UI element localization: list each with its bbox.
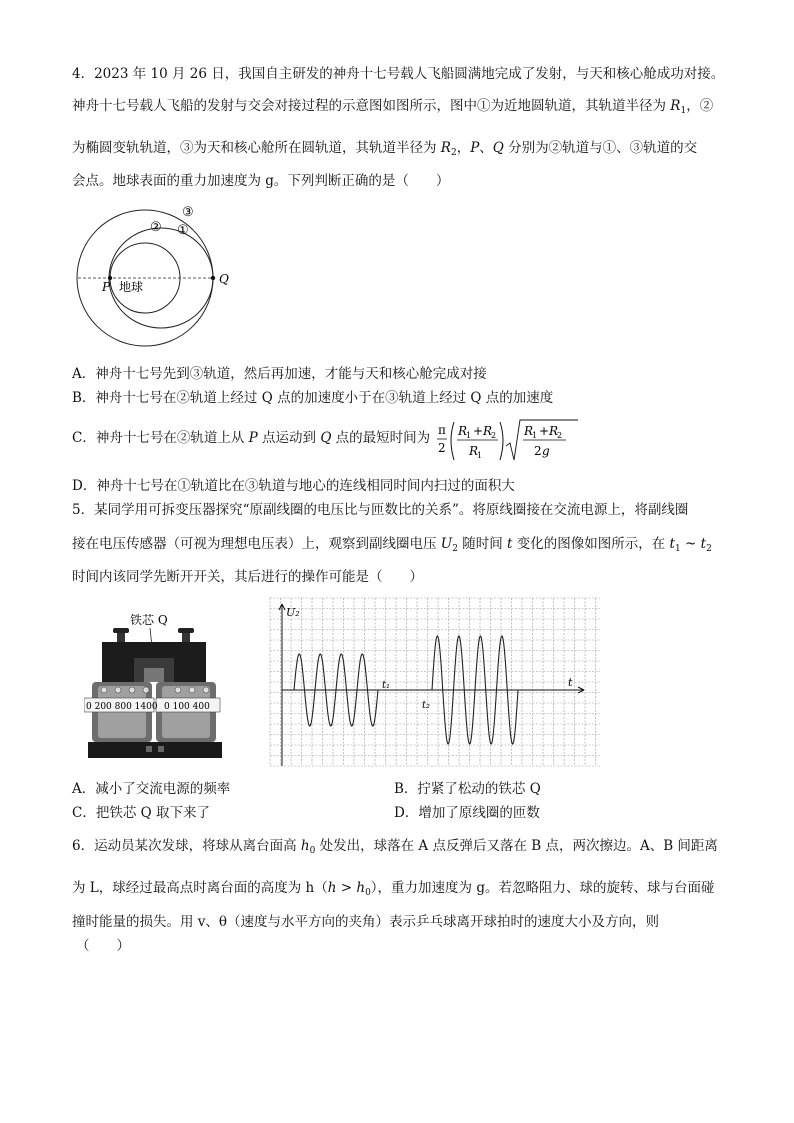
q5-option-c: C．把铁芯 Q 取下来了 — [72, 805, 210, 821]
coil-scale-left: 0 200 800 1400 — [86, 702, 158, 712]
svg-text:R: R — [469, 444, 479, 458]
svg-text:R: R — [458, 424, 468, 438]
orbit-diagram — [74, 198, 244, 348]
q4-option-a: A．神舟十七号先到③轨道，然后再加速，才能与天和核心舱完成对接 — [72, 366, 487, 382]
q6-line4: （ ） — [76, 938, 130, 954]
q4-option-b: B．神舟十七号在②轨道上经过 Q 点的加速度小于在③轨道上经过 Q 点的加速度 — [72, 390, 554, 406]
transformer-photo — [84, 608, 234, 768]
svg-text:1: 1 — [466, 431, 472, 440]
q4-line3: 为椭圆变轨轨道，③为天和核心舱所在圆轨道，其轨道半径为 $R_2$，P、Q 分别为②轨道与①、③轨道的交 — [72, 140, 698, 158]
grid — [270, 598, 600, 766]
svg-text:2: 2 — [534, 444, 542, 458]
label-q: Q — [219, 272, 229, 286]
point-q — [211, 276, 215, 280]
q4-option-d: D．神舟十七号在①轨道比在③轨道与地心的连线相同时间内扫过的面积大 — [72, 478, 515, 494]
q6-line3: 撞时能量的损失。用 v、θ（速度与水平方向的夹角）表示乒乓球离开球拍时的速度大小及方向，则 — [72, 914, 660, 930]
label-earth: 地球 — [119, 280, 144, 294]
svg-text:R: R — [483, 424, 493, 438]
svg-text:+: + — [539, 424, 550, 438]
t-axis-label: t — [568, 676, 573, 689]
q4-line2: 神舟十七号载人飞船的发射与交会对接过程的示意图如图所示，图中①为近地圆轨道，其轨道半径为 $R_1$，② — [72, 98, 714, 116]
q5-line2: 接在电压传感器（可视为理想电压表）上，观察到副线圈电压 $U_2$ 随时间 t 变化的图像如图所示，在 $t_1$ ~ $t_2$ — [72, 536, 712, 554]
q6-line2: 为 L，球经过最高点时离台面的高度为 $h(h > h_0)$，重力加速度为 g。若忽略阻力、球的旋转、球与台面碰 — [72, 880, 715, 898]
svg-text:+: + — [473, 424, 484, 438]
label-orbit-1: ① — [177, 223, 189, 238]
coil-scale-right: 0 100 400 — [164, 702, 210, 712]
u2-axis-label: U₂ — [286, 606, 300, 619]
label-orbit-2: ② — [150, 220, 162, 235]
q5-line1: 5．某同学用可拆变压器探究“原副线圈的电压比与匝数比的关系”。将原线圈接在交流电源上，将副线圈 — [72, 502, 689, 518]
q4-line4: 会点。地球表面的重力加速度为 g。下列判断正确的是（ ） — [72, 173, 450, 189]
q5-option-d: D．增加了原线圈的匝数 — [394, 805, 540, 821]
q5-option-a: A．减小了交流电源的频率 — [72, 781, 231, 797]
svg-text:2: 2 — [438, 441, 446, 455]
q5-option-b: B．拧紧了松动的铁芯 Q — [394, 781, 541, 797]
time-formula — [436, 416, 586, 466]
svg-text:π: π — [438, 423, 446, 437]
svg-text:2: 2 — [557, 431, 563, 440]
svg-text:2: 2 — [491, 431, 497, 440]
svg-text:g: g — [542, 444, 550, 458]
core-q-label: 铁芯 Q — [130, 613, 168, 627]
voltage-time-graph — [266, 596, 602, 768]
t1-label: t₁ — [382, 680, 391, 691]
label-orbit-3: ③ — [182, 205, 194, 220]
q5-line3: 时间内该同学先断开开关，其后进行的操作可能是（ ） — [72, 569, 423, 585]
t2-label: t₂ — [422, 700, 431, 711]
svg-text:1: 1 — [532, 431, 538, 440]
svg-text:1: 1 — [477, 451, 483, 460]
q6-line1: 6．运动员某次发球，将球从离台面高 $h_0$ 处发出，球落在 A 点反弹后又落在 B 点，两次擦边。A、B 间距离 — [72, 838, 718, 856]
svg-text:R: R — [549, 424, 559, 438]
svg-text:R: R — [524, 424, 534, 438]
label-p: P — [102, 280, 111, 294]
q4-line1: 4．2023 年 10 月 26 日，我国自主研发的神舟十七号载人飞船圆满地完成了发射，与天和核心舱成功对接。 — [72, 66, 725, 82]
q4-option-c: C．神舟十七号在②轨道上从 P 点运动到 Q 点的最短时间为 — [72, 430, 431, 446]
